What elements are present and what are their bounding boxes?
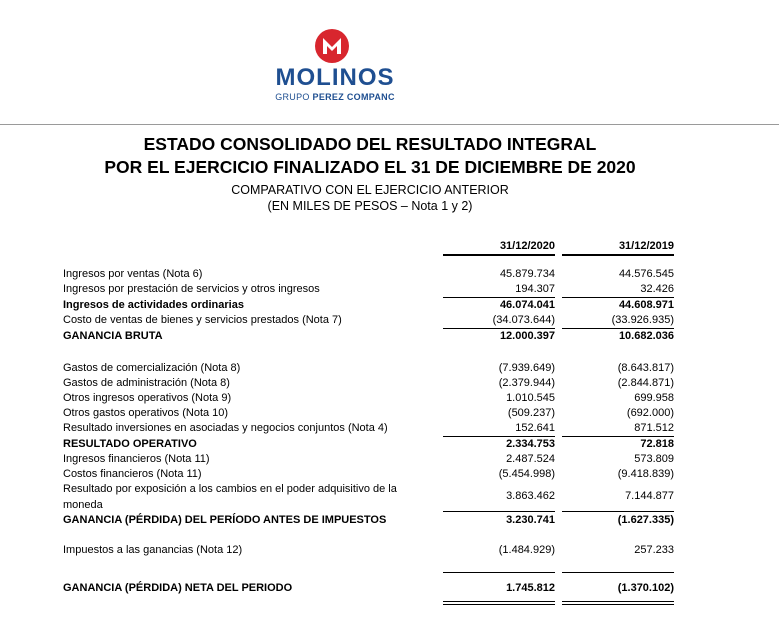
row-label-otros-gastos-operativos: Otros gastos operativos (Nota 10) bbox=[63, 407, 229, 419]
row-value-2019: 7.144.877 bbox=[625, 490, 674, 502]
row-value-2019: (33.926.935) bbox=[611, 314, 674, 326]
row-value-2020: 3.230.741 bbox=[506, 514, 555, 526]
row-label-impuestos-ganancias: Impuestos a las ganancias (Nota 12) bbox=[63, 544, 243, 556]
row-label-resultado-exposicion: Resultado por exposición a los cambios en el poder adquisitivo de la moneda bbox=[63, 483, 397, 511]
subtotal-line bbox=[443, 297, 555, 298]
brand-name: MOLINOS bbox=[275, 64, 395, 91]
row-value-2019: 10.682.036 bbox=[618, 330, 674, 342]
row-value-2020: 194.307 bbox=[515, 283, 555, 295]
row-value-2019: 699.958 bbox=[634, 392, 674, 404]
row-value-2020: (5.454.998) bbox=[498, 468, 555, 480]
subtotal-line bbox=[562, 511, 674, 512]
column-header-2020: 31/12/2020 bbox=[499, 240, 555, 252]
title-line-1: ESTADO CONSOLIDADO DEL RESULTADO INTEGRAL bbox=[143, 134, 597, 154]
row-label-ingresos-ventas: Ingresos por ventas (Nota 6) bbox=[63, 268, 203, 280]
row-value-2019: 44.608.971 bbox=[618, 299, 674, 311]
row-value-2019: 32.426 bbox=[640, 283, 674, 295]
total-double-line bbox=[562, 604, 674, 605]
row-label-ganancia-bruta: GANANCIA BRUTA bbox=[63, 330, 163, 342]
row-value-2019: (1.370.102) bbox=[617, 582, 674, 594]
row-value-2019: 72.818 bbox=[640, 438, 674, 450]
molinos-logo bbox=[270, 28, 400, 108]
row-value-2019: (9.418.839) bbox=[617, 468, 674, 480]
row-label-gastos-comercializacion: Gastos de comercialización (Nota 8) bbox=[63, 362, 241, 374]
row-value-2020: 2.334.753 bbox=[506, 438, 555, 450]
subtotal-line bbox=[562, 328, 674, 329]
row-value-2020: (509.237) bbox=[507, 407, 555, 419]
subtotal-line bbox=[443, 572, 555, 573]
row-value-2019: 871.512 bbox=[634, 422, 674, 434]
row-value-2020: 12.000.397 bbox=[499, 330, 555, 342]
row-label-ingresos-financieros: Ingresos financieros (Nota 11) bbox=[63, 453, 210, 465]
row-value-2019: (8.643.817) bbox=[617, 362, 674, 374]
subtotal-line bbox=[443, 436, 555, 437]
row-value-2020: 3.863.462 bbox=[506, 490, 555, 502]
subtitle-line-2: (EN MILES DE PESOS – Nota 1 y 2) bbox=[267, 199, 473, 213]
row-label-resultado-operativo: RESULTADO OPERATIVO bbox=[63, 438, 197, 450]
row-value-2019: 44.576.545 bbox=[618, 268, 674, 280]
row-label-gastos-administracion: Gastos de administración (Nota 8) bbox=[63, 377, 230, 389]
row-value-2020: (1.484.929) bbox=[498, 544, 555, 556]
row-label-ingresos-servicios: Ingresos por prestación de servicios y otros ingresos bbox=[63, 283, 320, 295]
row-label-resultado-inversiones: Resultado inversiones en asociadas y negocios conjuntos (Nota 4) bbox=[63, 422, 388, 434]
column-header-2020-underline bbox=[443, 254, 555, 256]
subtotal-line bbox=[562, 572, 674, 573]
column-header-2019-underline bbox=[562, 254, 674, 256]
row-value-2020: 1.745.812 bbox=[506, 582, 555, 594]
row-value-2020: 46.074.041 bbox=[499, 299, 555, 311]
brand-sub-bold: PEREZ COMPANC bbox=[312, 92, 395, 102]
row-value-2020: (2.379.944) bbox=[498, 377, 555, 389]
subtotal-line bbox=[562, 436, 674, 437]
row-label-costo-ventas: Costo de ventas de bienes y servicios prestados (Nota 7) bbox=[63, 314, 342, 326]
subtotal-line bbox=[443, 511, 555, 512]
row-label-otros-ingresos-operativos: Otros ingresos operativos (Nota 9) bbox=[63, 392, 232, 404]
total-double-line bbox=[562, 601, 674, 602]
row-value-2019: 257.233 bbox=[634, 544, 674, 556]
row-value-2020: 1.010.545 bbox=[506, 392, 555, 404]
total-double-line bbox=[443, 601, 555, 602]
subtitle-line-1: COMPARATIVO CON EL EJERCICIO ANTERIOR bbox=[231, 183, 509, 197]
subtotal-line bbox=[562, 297, 674, 298]
subtotal-line bbox=[443, 328, 555, 329]
total-double-line bbox=[443, 604, 555, 605]
row-value-2019: (692.000) bbox=[626, 407, 674, 419]
row-value-2019: (2.844.871) bbox=[617, 377, 674, 389]
row-value-2020: 45.879.734 bbox=[499, 268, 555, 280]
molinos-m-icon bbox=[314, 28, 350, 64]
row-value-2020: (7.939.649) bbox=[498, 362, 555, 374]
row-label-ganancia-neta: GANANCIA (PÉRDIDA) NETA DEL PERIODO bbox=[63, 582, 293, 594]
row-value-2019: (1.627.335) bbox=[617, 514, 674, 526]
header-divider bbox=[0, 124, 779, 125]
row-value-2020: 152.641 bbox=[515, 422, 555, 434]
column-header-2019: 31/12/2019 bbox=[618, 240, 674, 252]
row-label-costos-financieros: Costos financieros (Nota 11) bbox=[63, 468, 202, 480]
brand-group bbox=[270, 92, 400, 102]
brand-sub-prefix: GRUPO bbox=[275, 92, 310, 102]
row-label-ingresos-ordinarias: Ingresos de actividades ordinarias bbox=[63, 299, 244, 311]
row-value-2020: 2.487.524 bbox=[506, 453, 555, 465]
row-value-2019: 573.809 bbox=[634, 453, 674, 465]
row-label-ganancia-antes-impuestos: GANANCIA (PÉRDIDA) DEL PERÍODO ANTES DE IMPUESTOS bbox=[63, 514, 387, 526]
row-value-2020: (34.073.644) bbox=[492, 314, 555, 326]
title-line-2: POR EL EJERCICIO FINALIZADO EL 31 DE DICIEMBRE DE 2020 bbox=[104, 157, 636, 177]
